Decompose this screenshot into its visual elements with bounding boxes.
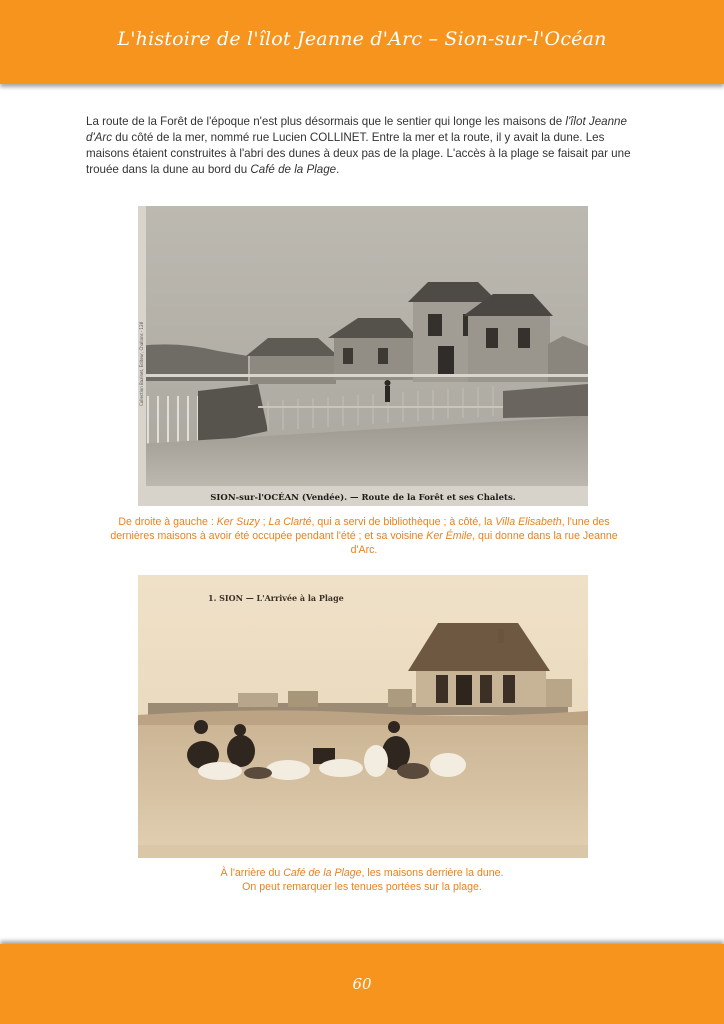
caption1-text-1: De droite à gauche : <box>118 516 217 528</box>
page-header <box>0 0 724 84</box>
postcard-caption-2: 1. SION — L'Arrivée à la Plage <box>208 593 344 603</box>
caption1-house-la-clarte: La Clarté <box>268 516 312 528</box>
caption2-cafe-de-la-plage: Café de la Plage <box>283 867 362 879</box>
paragraph-text-2: du côté de la mer, nommé rue Lucien COLLINET. Entre la mer et la route, il y avait la dune. Les maisons étaient construites à l'abri des dunes à deux pas de la plage. L'accès à la plage se faisait par une trouée dans la dune au bord du <box>86 131 631 176</box>
caption1-house-ker-suzy: Ker Suzy <box>216 516 260 528</box>
caption1-text-2: ; <box>259 516 269 528</box>
caption1-text-4: , l'une des dernières maisons à avoir été occupée pendant l'été ; et sa voisine <box>110 516 610 542</box>
document-title: L'histoire de l'îlot Jeanne d'Arc – Sion-sur-l'Océan <box>117 28 607 50</box>
paragraph-text-1: La route de la Forêt de l'époque n'est plus désormais que le sentier qui longe les maisons de <box>86 115 566 128</box>
postcard-side-text: Collection Bazinet, Éditeur, Challans - 128 <box>139 321 144 406</box>
photo-arrivee-a-la-plage <box>138 575 588 858</box>
caption2-text-1: À l'arrière du <box>220 867 284 879</box>
caption1-text-5: , qui donne dans la rue Jeanne d'Arc. <box>350 530 618 556</box>
caption2-text-2: , les maisons derrière la dune. <box>361 867 504 879</box>
photo-route-de-la-foret <box>138 206 588 506</box>
postcard-image-2 <box>138 575 588 858</box>
paragraph-text-3: . <box>336 163 340 176</box>
paragraph-emphasis-2: Café de la Plage <box>250 163 337 176</box>
body-paragraph <box>86 114 644 178</box>
caption2-line-2: On peut remarquer les tenues portées sur la plage. <box>242 881 482 893</box>
postcard-image-1 <box>138 206 588 506</box>
postcard-caption-1: SION-sur-l'OCÉAN (Vendée). — Route de la Forêt et ses Chalets. <box>210 493 516 503</box>
photo-caption-1 <box>104 515 624 557</box>
caption1-ker-emile: Ker Émile <box>426 530 473 542</box>
paragraph-emphasis-1: l'îlot Jeanne d'Arc <box>86 115 627 144</box>
page-footer <box>0 944 724 1024</box>
page-number: 60 <box>352 975 372 993</box>
photo-caption-2 <box>150 866 574 894</box>
caption1-text-3: , qui a servi de bibliothèque ; à côté, la <box>311 516 496 528</box>
caption1-villa-elisabeth: Villa Elisabeth <box>495 516 562 528</box>
